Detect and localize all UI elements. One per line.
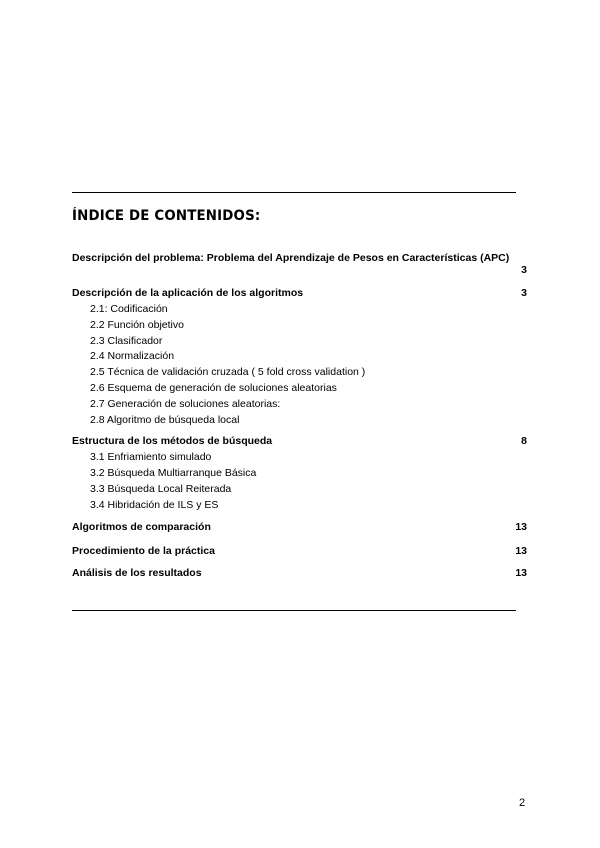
toc-section-page: 3 <box>521 287 527 299</box>
toc-section-page: 13 <box>515 545 527 557</box>
toc-section-page: 8 <box>521 435 527 447</box>
toc-title: ÍNDICE DE CONTENIDOS: <box>72 208 261 224</box>
toc-subitem-2-8[interactable]: 2.8 Algoritmo de búsqueda local <box>90 414 240 426</box>
page-number: 2 <box>519 797 526 809</box>
toc-subitem-2-7[interactable]: 2.7 Generación de soluciones aleatorias: <box>90 398 281 410</box>
toc-section-label: Descripción del problema: Problema del Aprendizaje de Pesos en Características (APC) <box>72 252 510 264</box>
toc-subitem-2-2[interactable]: 2.2 Función objetivo <box>90 319 184 331</box>
toc-section-comparison-algorithms[interactable] <box>72 521 527 533</box>
toc-subitem-3-2[interactable]: 3.2 Búsqueda Multiarranque Básica <box>90 467 257 479</box>
toc-section-label: Procedimiento de la práctica <box>72 545 215 557</box>
toc-subitem-2-6[interactable]: 2.6 Esquema de generación de soluciones aleatorias <box>90 382 337 394</box>
toc-section-label: Descripción de la aplicación de los algoritmos <box>72 287 304 299</box>
toc-section-results-analysis[interactable] <box>72 567 527 579</box>
toc-section-algorithm-application[interactable] <box>72 287 527 299</box>
toc-section-label: Análisis de los resultados <box>72 567 202 579</box>
toc-section-search-methods[interactable] <box>72 435 527 447</box>
toc-subitem-3-1[interactable]: 3.1 Enfriamiento simulado <box>90 451 212 463</box>
bottom-separator-line <box>72 610 516 611</box>
toc-section-label: Algoritmos de comparación <box>72 521 211 533</box>
toc-subitem-2-5[interactable]: 2.5 Técnica de validación cruzada ( 5 fold cross validation ) <box>90 366 366 378</box>
toc-section-page: 13 <box>515 521 527 533</box>
toc-subitem-3-3[interactable]: 3.3 Búsqueda Local Reiterada <box>90 483 232 495</box>
toc-subitem-3-4[interactable]: 3.4 Hibridación de ILS y ES <box>90 499 219 511</box>
toc-section-page: 3 <box>521 264 527 276</box>
toc-section-page: 13 <box>515 567 527 579</box>
toc-subitem-2-1[interactable]: 2.1: Codificación <box>90 303 168 315</box>
toc-section-practice-procedure[interactable] <box>72 545 527 557</box>
toc-subitem-2-3[interactable]: 2.3 Clasificador <box>90 335 163 347</box>
toc-section-problem-description[interactable] <box>72 252 527 276</box>
top-separator-line <box>72 192 516 193</box>
toc-subitem-2-4[interactable]: 2.4 Normalización <box>90 350 175 362</box>
toc-section-label: Estructura de los métodos de búsqueda <box>72 435 273 447</box>
